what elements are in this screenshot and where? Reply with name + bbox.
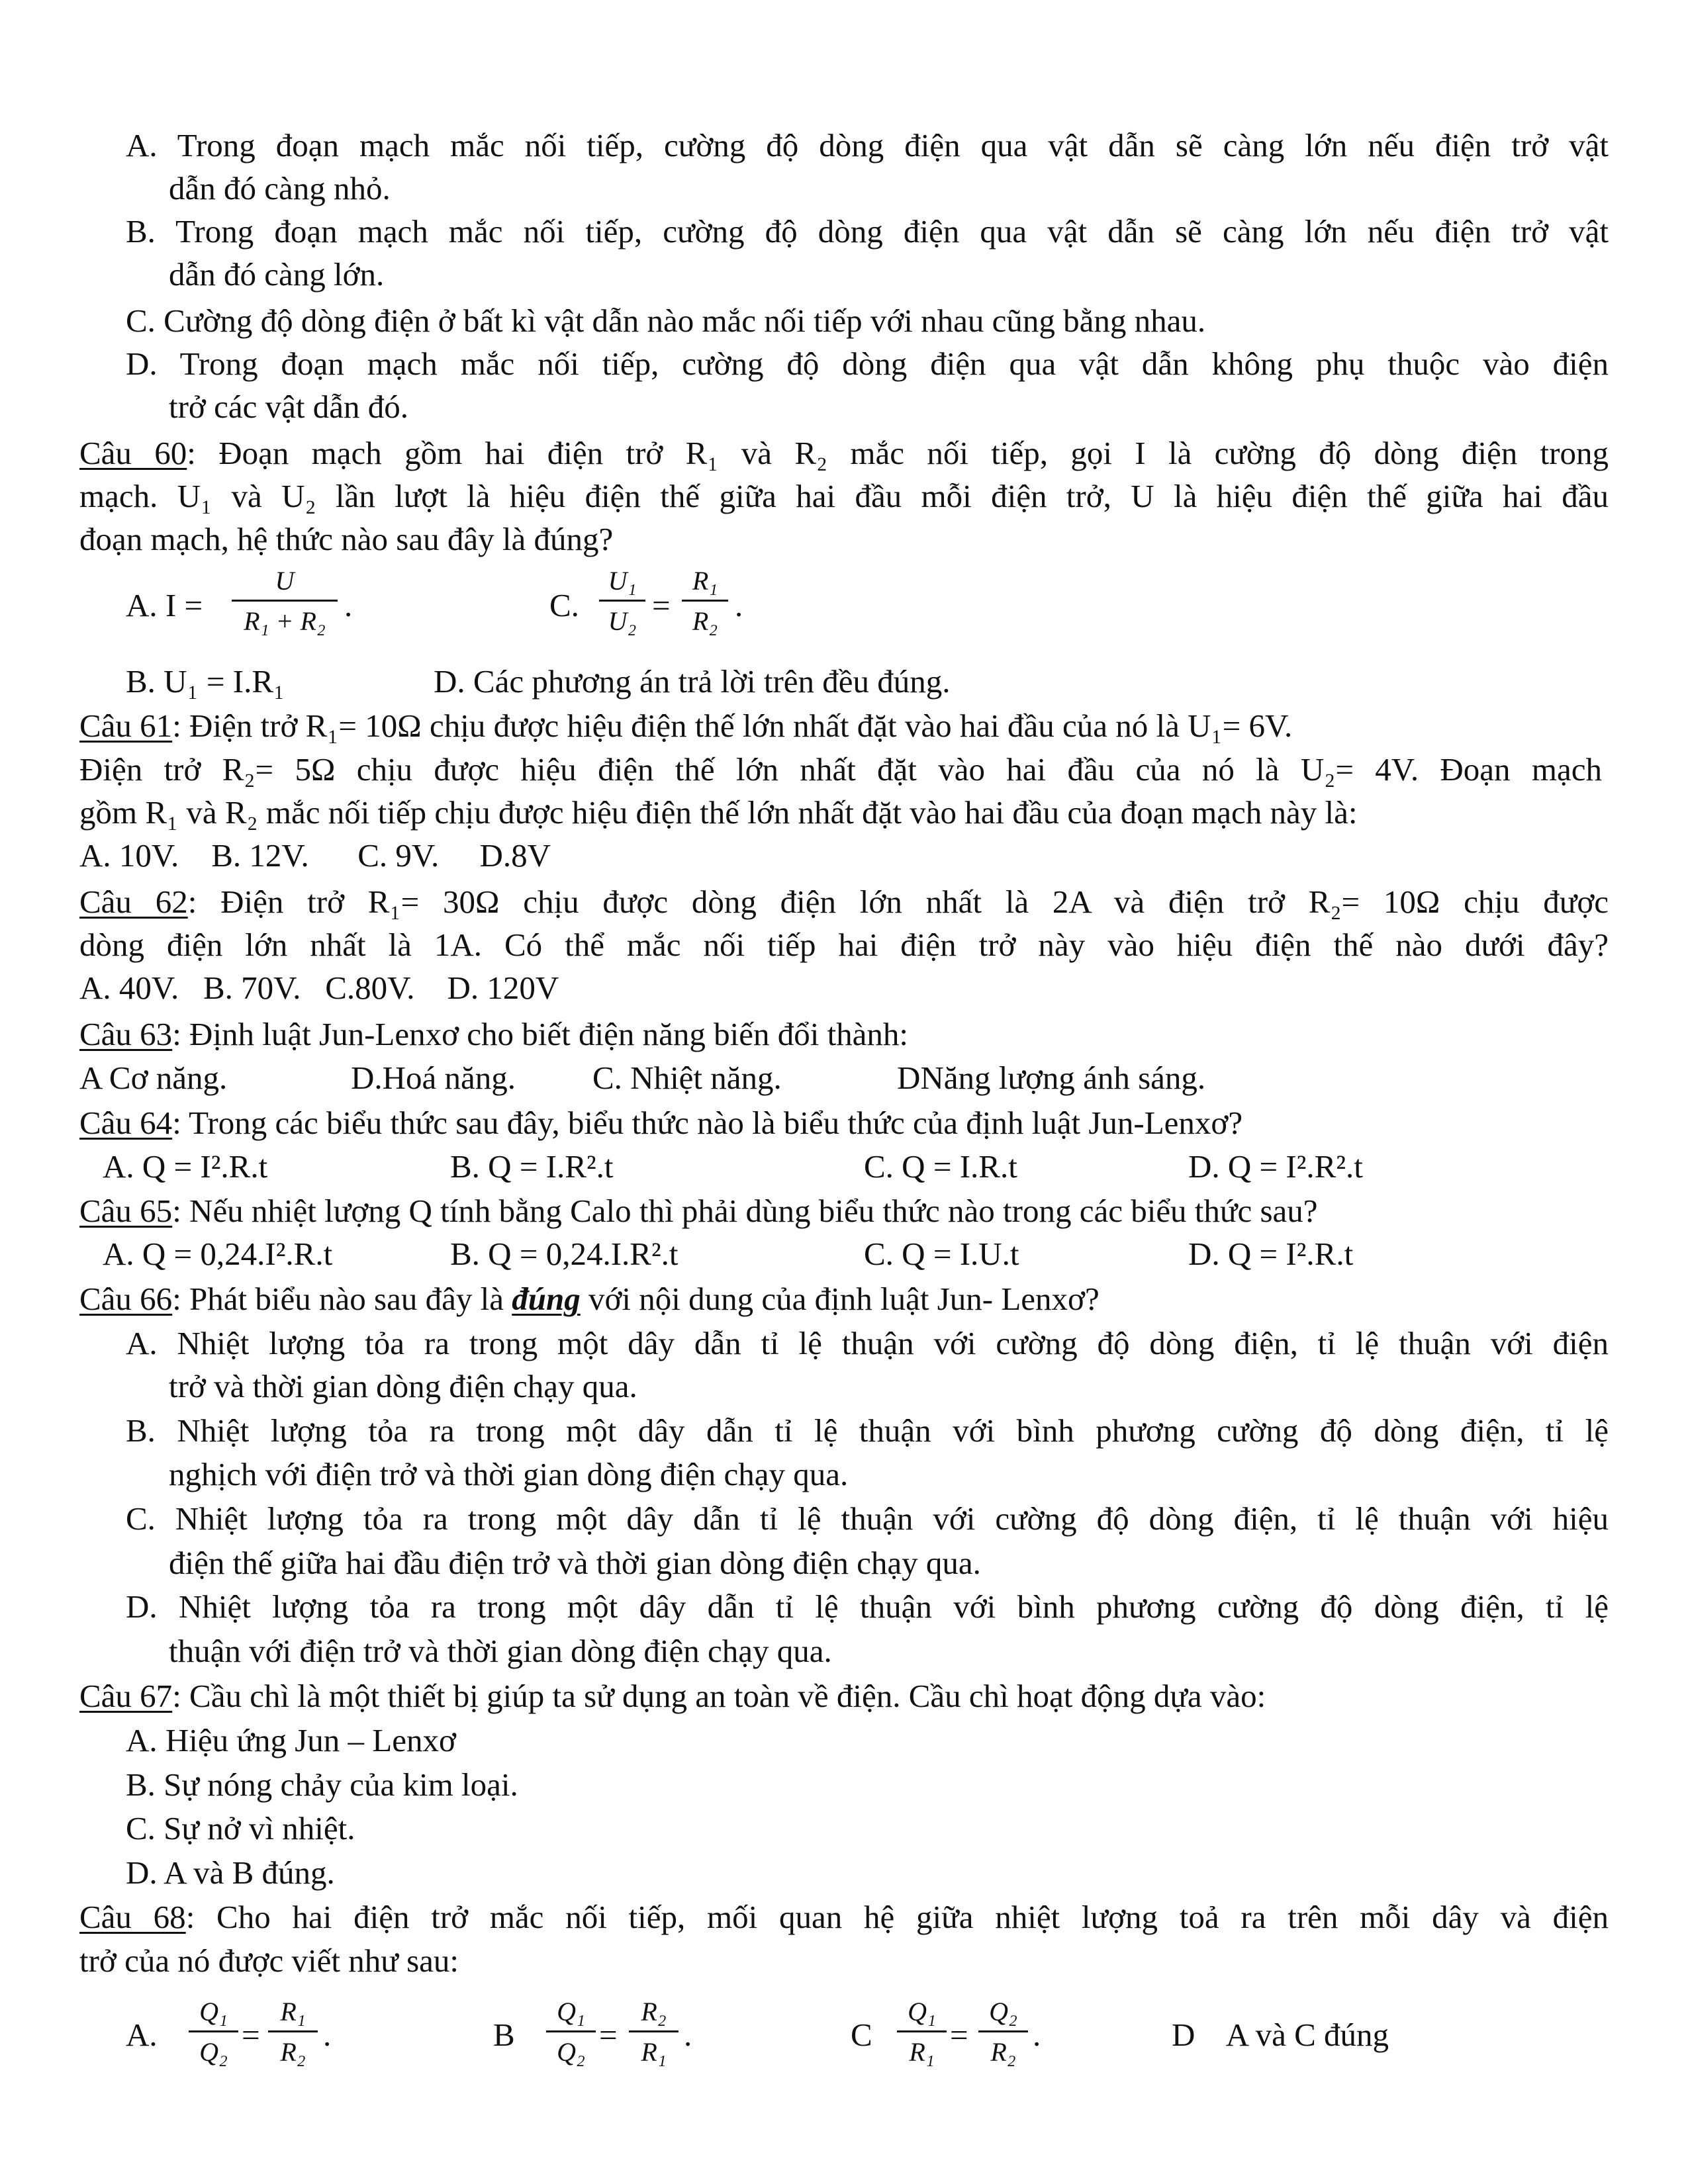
q60-option-d: D. Các phương án trả lời trên đều đúng. xyxy=(434,663,951,700)
q60-option-a-fraction xyxy=(232,568,338,635)
q61-stem-line1: Câu 61: Điện trở R₁= 10Ω chịu được hiệu điện thế lớn nhất đặt vào hai đầu của nó là U₁= 6V. xyxy=(79,707,1293,744)
q68-c-fraction-left: Q₁ R₁ xyxy=(897,1999,947,2066)
q68-label: Câu 68 xyxy=(79,1899,186,1935)
q68-option-a-prefix: A. xyxy=(126,2017,158,2053)
q64-label: Câu 64 xyxy=(79,1105,173,1141)
q67-stem: Câu 67: Cầu chì là một thiết bị giúp ta sử dụng an toàn về điện. Cầu chì hoạt động dựa vào: xyxy=(79,1678,1266,1714)
q64-option-a: A. Q = I².R.t xyxy=(103,1148,268,1185)
q66-option-d-line1: D. Nhiệt lượng tỏa ra trong một dây dẫn tỉ lệ thuận với bình phương cường độ dòng điện, tỉ lệ xyxy=(126,1588,1609,1625)
q66-option-c-line1: C. Nhiệt lượng tỏa ra trong một dây dẫn tỉ lệ thuận với cường độ dòng điện, tỉ lệ thuận với hiệu xyxy=(126,1500,1609,1537)
q59-option-c: C. Cường độ dòng điện ở bất kì vật dẫn nào mắc nối tiếp với nhau cũng bằng nhau. xyxy=(126,302,1206,339)
q65-option-d: D. Q = I².R.t xyxy=(1188,1236,1354,1272)
q59-option-b-line2: dẫn đó càng lớn. xyxy=(169,256,385,293)
q64-stem: Câu 64: Trong các biểu thức sau đây, biểu thức nào là biểu thức của định luật Jun-Lenxơ? xyxy=(79,1105,1243,1141)
q63-option-a: A Cơ năng. xyxy=(79,1060,228,1096)
q60-c-fraction-left: U₁ U₂ xyxy=(599,568,645,635)
q61-options: A. 10V. B. 12V. C. 9V. D.8V xyxy=(79,837,551,874)
q63-option-c: C. Nhiệt năng. xyxy=(592,1060,782,1096)
q66-option-a-line1: A. Nhiệt lượng tỏa ra trong một dây dẫn tỉ lệ thuận với cường độ dòng điện, tỉ lệ thuận với điện xyxy=(126,1325,1609,1361)
q62-label: Câu 62 xyxy=(79,884,188,920)
q65-stem: Câu 65: Nếu nhiệt lượng Q tính bằng Calo thì phải dùng biểu thức nào trong các biểu thức sau? xyxy=(79,1193,1318,1229)
q62-stem-line2: dòng điện lớn nhất là 1A. Có thể mắc nối tiếp hai điện trở này vào hiệu điện thế nào dưới đây? xyxy=(79,927,1609,963)
q60-stem-line1: Câu 60: Đoạn mạch gồm hai điện trở R₁ và R₂ mắc nối tiếp, gọi I là cường độ dòng điện trong xyxy=(79,435,1609,471)
q59-option-d-line1: D. Trong đoạn mạch mắc nối tiếp, cường độ dòng điện qua vật dẫn không phụ thuộc vào điện xyxy=(126,345,1609,382)
q65-option-a: A. Q = 0,24.I².R.t xyxy=(103,1236,333,1272)
q61-label: Câu 61 xyxy=(79,707,173,744)
document-page: A. Trong đoạn mạch mắc nối tiếp, cường độ dòng điện qua vật dẫn sẽ càng lớn nếu điện trở vật dẫn đó càng nhỏ. B. Trong đoạn mạch mắc nối tiếp, cường độ dòng điện qua vật dẫn sẽ càng lớn nếu điện trở vật dẫn đó càng lớn. C. Cường độ dòng điện ở bất kì vật dẫn nào mắc nối tiếp với nhau cũng bằng nhau. D. Trong đoạn mạch mắc nối tiếp, cường độ dòng điện qua vật dẫn không phụ thuộc vào điện trở các vật dẫn đó. Câu 60: Đoạn mạch gồm hai điện trở R₁ và R₂ mắc nối tiếp, gọi I là cường độ dòng điện trong mạch. U₁ và U₂ lần lượt là hiệu điện thế giữa hai đầu mỗi điện trở, U là hiệu điện thế giữa hai đầu đoạn mạch, hệ thức nào sau đây là đúng? A. I = U R₁ + R₂ . C. U₁ U₂ = R₁ R₂ . B. U₁ = I.R₁ D. Các phương án trả lời trên đều đúng. Câu 61: Điện trở R₁= 10Ω chịu được hiệu điện thế lớn nhất đặt vào hai đầu của nó là U₁= 6V. Điện trở R₂= 5Ω chịu được hiệu điện thế lớn nhất đặt vào hai đầu của nó là U₂= 4V. Đoạn mạch gồm R₁ và R₂ mắc nối tiếp chịu được hiệu điện thế lớn nhất đặt vào hai đầu của đoạn mạch này là: A. 10V. B. 12V. C. 9V. D.8V Câu 62: Điện trở R₁= 30Ω chịu được dòng điện lớn nhất là 2A và điện trở R₂= 10Ω chịu được dòng điện lớn nhất là 1A. Có thể mắc nối tiếp hai điện trở này vào hiệu điện thế nào dưới đây? A. 40V. B. 70V. C.80V. D. 120V Câu 63: Định luật Jun-Lenxơ cho biết điện năng biến đổi thành: A Cơ năng. D.Hoá năng. C. Nhiệt năng. DNăng lượng ánh sáng. Câu 64: Trong các biểu thức sau đây, biểu thức nào là biểu thức của định luật Jun-Lenxơ? A. Q = I².R.t B. Q = I.R².t C. Q = I.R.t D. Q = I².R².t Câu 65: Nếu nhiệt lượng Q tính bằng Calo thì phải dùng biểu thức nào trong các biểu thức sau? A. Q = 0,24.I².R.t B. Q = 0,24.I.R².t C. Q = I.U.t D. Q = I².R.t Câu 66: Phát biểu nào sau đây là đúng với nội dung của định luật Jun- Lenxơ? A. Nhiệt lượng tỏa ra trong một dây dẫn tỉ lệ thuận với cường độ dòng điện, tỉ lệ thuận với điện trở và thời gian dòng điện chạy qua. B. Nhiệt lượng tỏa ra trong một dây dẫn tỉ lệ thuận với bình phương cường độ dòng điện, tỉ lệ nghịch với điện trở và thời gian dòng điện chạy qua. C. Nhiệt lượng tỏa ra trong một dây dẫn tỉ lệ thuận với cường độ dòng điện, tỉ lệ thuận với hiệu điện thế giữa hai đầu điện trở và thời gian dòng điện chạy qua. D. Nhiệt lượng tỏa ra trong một dây dẫn tỉ lệ thuận với bình phương cường độ dòng điện, tỉ lệ thuận với điện trở và thời gian dòng điện chạy qua. Câu 67: Cầu chì là một thiết bị giúp ta sử dụng an toàn về điện. Cầu chì hoạt động dựa vào: A. Hiệu ứng Jun – Lenxơ B. Sự nóng chảy của kim loại. C. Sự nở vì nhiệt. D. A và B đúng. Câu 68: Cho hai điện trở mắc nối tiếp, mối quan hệ giữa nhiệt lượng toả ra trên mỗi dây và điện trở của nó được viết như sau: A. Q₁ Q₂ = R₁ R₂ . B Q₁ Q₂ = R₂ R₁ . C Q₁ R₁ = Q₂ R₂ . D A và C đúng xyxy=(79,127,1609,2067)
q64-option-d: D. Q = I².R².t xyxy=(1188,1148,1363,1185)
q63-option-d: DNăng lượng ánh sáng. xyxy=(897,1060,1206,1096)
q63-option-b: D.Hoá năng. xyxy=(351,1060,516,1096)
q68-a-fraction-left: Q₁ Q₂ xyxy=(189,1999,238,2066)
q66-option-a-line2: trở và thời gian dòng điện chạy qua. xyxy=(169,1368,637,1404)
q60-option-c-prefix: C. xyxy=(549,587,579,623)
q66-option-b-line2: nghịch với điện trở và thời gian dòng điện chạy qua. xyxy=(169,1456,849,1492)
q67-option-d: D. A và B đúng. xyxy=(126,1854,335,1891)
q60-option-b: B. U₁ = I.R₁ xyxy=(126,663,285,700)
q68-c-fraction-right: Q₂ R₂ xyxy=(978,1999,1028,2066)
q66-emphasis: đúng xyxy=(512,1281,581,1317)
q66-option-d-line2: thuận với điện trở và thời gian dòng điện chạy qua. xyxy=(169,1633,832,1669)
q64-option-c: C. Q = I.R.t xyxy=(864,1148,1017,1185)
q59-option-d-line2: trở các vật dẫn đó. xyxy=(169,388,408,425)
q61-stem-line3: gồm R₁ và R₂ mắc nối tiếp chịu được hiệu điện thế lớn nhất đặt vào hai đầu của đoạn mạch này là: xyxy=(79,794,1358,831)
q68-b-fraction-left: Q₁ Q₂ xyxy=(546,1999,596,2066)
q60-stem-line2: mạch. U₁ và U₂ lần lượt là hiệu điện thế giữa hai đầu mỗi điện trở, U là hiệu điện thế giữa hai đầu xyxy=(79,478,1609,514)
q61-stem-line2: Điện trở R₂= 5Ω chịu được hiệu điện thế lớn nhất đặt vào hai đầu của nó là U₂= 4V. Đoạn mạch xyxy=(79,751,1602,788)
q60-stem-line3: đoạn mạch, hệ thức nào sau đây là đúng? xyxy=(79,521,614,557)
q68-option-d: D A và C đúng xyxy=(1172,2017,1389,2053)
q68-b-fraction-right: R₂ R₁ xyxy=(629,1999,679,2066)
q60-option-a-prefix: A. I = xyxy=(126,587,203,623)
q59-option-a-line1: A. Trong đoạn mạch mắc nối tiếp, cường độ dòng điện qua vật dẫn sẽ càng lớn nếu điện trở vật xyxy=(126,127,1609,163)
q67-option-a: A. Hiệu ứng Jun – Lenxơ xyxy=(126,1722,456,1758)
q65-option-c: C. Q = I.U.t xyxy=(864,1236,1019,1272)
q67-label: Câu 67 xyxy=(79,1678,173,1714)
q68-option-c-prefix: C xyxy=(851,2017,872,2053)
q59-option-b-line1: B. Trong đoạn mạch mắc nối tiếp, cường độ dòng điện qua vật dẫn sẽ càng lớn nếu điện trở vật xyxy=(126,213,1609,250)
q65-option-b: B. Q = 0,24.I.R².t xyxy=(450,1236,679,1272)
q60-label: Câu 60 xyxy=(79,435,187,471)
q68-stem-line2: trở của nó được viết như sau: xyxy=(79,1942,459,1979)
q62-stem-line1: Câu 62: Điện trở R₁= 30Ω chịu được dòng điện lớn nhất là 2A và điện trở R₂= 10Ω chịu được xyxy=(79,884,1609,920)
q60-a-numerator: U xyxy=(275,566,295,596)
q65-label: Câu 65 xyxy=(79,1193,173,1229)
q60-a-denominator: R₁ + R₂ xyxy=(244,606,326,636)
q66-stem: Câu 66: Phát biểu nào sau đây là đúng với nội dung của định luật Jun- Lenxơ? xyxy=(79,1281,1100,1317)
q67-option-c: C. Sự nở vì nhiệt. xyxy=(126,1810,355,1846)
q64-option-b: B. Q = I.R².t xyxy=(450,1148,614,1185)
q59-option-a-line2: dẫn đó càng nhỏ. xyxy=(169,170,391,206)
q63-label: Câu 63 xyxy=(79,1016,173,1052)
q66-option-c-line2: điện thế giữa hai đầu điện trở và thời gian dòng điện chạy qua. xyxy=(169,1545,981,1581)
q68-stem-line1: Câu 68: Cho hai điện trở mắc nối tiếp, mối quan hệ giữa nhiệt lượng toả ra trên mỗi dây và điện xyxy=(79,1899,1609,1935)
q68-a-fraction-right: R₁ R₂ xyxy=(268,1999,318,2066)
q60-c-fraction-right: R₁ R₂ xyxy=(682,568,728,635)
q66-option-b-line1: B. Nhiệt lượng tỏa ra trong một dây dẫn tỉ lệ thuận với bình phương cường độ dòng điện, tỉ lệ xyxy=(126,1412,1609,1449)
q62-options: A. 40V. B. 70V. C.80V. D. 120V xyxy=(79,970,559,1006)
q63-stem: Câu 63: Định luật Jun-Lenxơ cho biết điện năng biến đổi thành: xyxy=(79,1016,909,1052)
q66-label: Câu 66 xyxy=(79,1281,173,1317)
q67-option-b: B. Sự nóng chảy của kim loại. xyxy=(126,1766,518,1803)
q68-option-b-prefix: B xyxy=(493,2017,515,2053)
